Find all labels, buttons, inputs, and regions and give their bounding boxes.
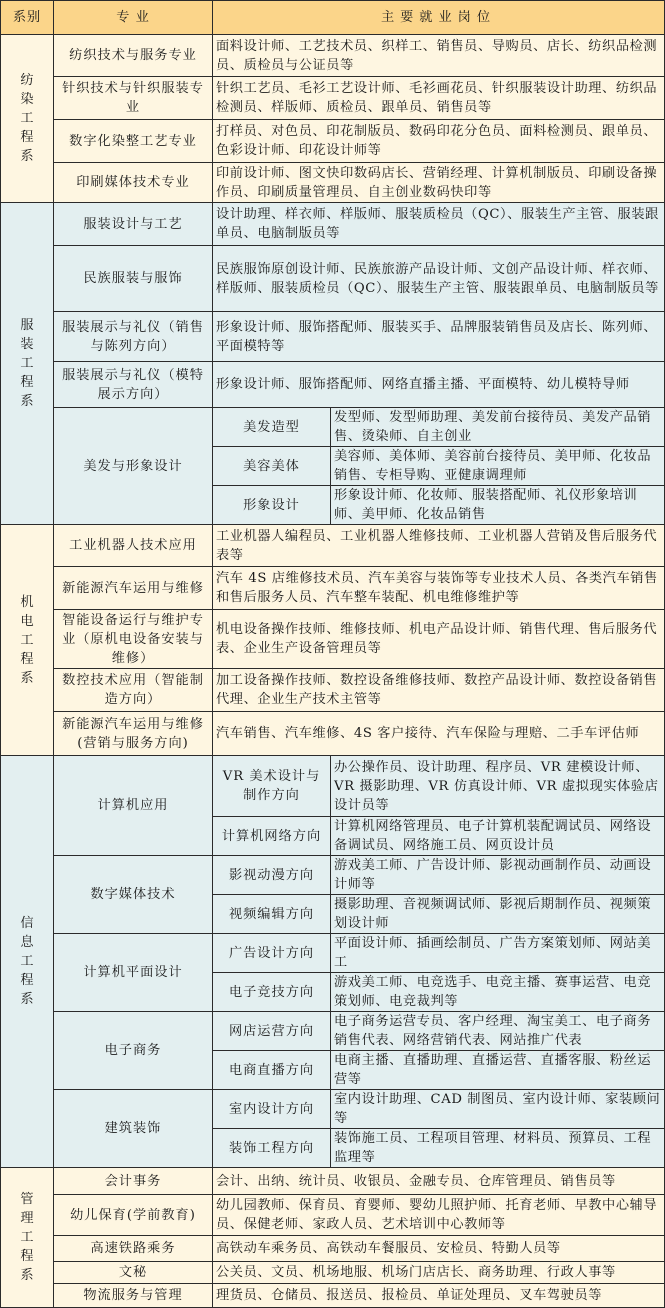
jobs-cell: 形象设计师、化妆师、服装搭配师、礼仪形象培训师、美甲师、化妆品销售 bbox=[331, 486, 665, 525]
major-cell: 纺织技术与服务专业 bbox=[54, 35, 213, 77]
major-cell: 高速铁路乘务 bbox=[54, 1236, 213, 1262]
sub-major-cell: VR 美术设计与制作方向 bbox=[213, 756, 331, 817]
jobs-cell: 装饰施工员、工程项目管理、材料员、预算员、工程监理等 bbox=[331, 1129, 665, 1168]
jobs-cell: 电商主播、直播助理、直播运营、直播客服、粉丝运营等 bbox=[331, 1051, 665, 1090]
dept-cell: 管理工程系 bbox=[1, 1168, 54, 1308]
jobs-cell: 公关员、文员、机场地服、机场门店店长、商务助理、行政人事等 bbox=[213, 1262, 665, 1284]
major-cell: 新能源汽车运用与维修 bbox=[54, 567, 213, 610]
jobs-cell: 形象设计师、服饰搭配师、服装买手、品牌服装销售员及店长、陈列师、平面模特等 bbox=[213, 312, 665, 362]
table-row bbox=[1, 1262, 665, 1284]
major-cell: 针织技术与针织服装专业 bbox=[54, 77, 213, 120]
table-header bbox=[1, 1, 665, 35]
major-cell: 民族服装与服饰 bbox=[54, 246, 213, 312]
sub-major-cell: 计算机网络方向 bbox=[213, 817, 331, 856]
table-row bbox=[1, 312, 665, 362]
major-cell: 物流服务与管理 bbox=[54, 1284, 213, 1308]
table-row bbox=[1, 712, 665, 756]
jobs-cell: 美容师、美体师、美容前台接待员、美甲师、化妆品销售、专柜导购、亚健康调理师 bbox=[331, 447, 665, 486]
table-row bbox=[1, 1090, 665, 1129]
jobs-cell: 汽车 4S 店维修技术员、汽车美容与装饰等专业技术人员、各类汽车销售和售后服务人员、汽车整车装配、机电维修维护等 bbox=[213, 567, 665, 610]
table-row bbox=[1, 756, 665, 817]
table-row bbox=[1, 362, 665, 408]
jobs-cell: 面料设计师、工艺技术员、织样工、销售员、导购员、店长、纺织品检测员、质检员与公证员等 bbox=[213, 35, 665, 77]
sub-major-cell: 形象设计 bbox=[213, 486, 331, 525]
jobs-cell: 印前设计师、图文快印数码店长、营销经理、计算机制版员、印刷设备操作员、印刷质量管理员、自主创业数码快印等 bbox=[213, 163, 665, 203]
sub-major-cell: 影视动漫方向 bbox=[213, 856, 331, 895]
major-cell: 印刷媒体技术专业 bbox=[54, 163, 213, 203]
sub-major-cell: 美容美体 bbox=[213, 447, 331, 486]
major-cell: 会计事务 bbox=[54, 1168, 213, 1195]
sub-major-cell: 室内设计方向 bbox=[213, 1090, 331, 1129]
table-row bbox=[1, 856, 665, 895]
major-cell: 新能源汽车运用与维修(营销与服务方向) bbox=[54, 712, 213, 756]
sub-major-cell: 美发造型 bbox=[213, 408, 331, 447]
major-cell: 数控技术应用（智能制造方向） bbox=[54, 669, 213, 712]
dept-cell: 机电工程系 bbox=[1, 525, 54, 756]
header-dept: 系别 bbox=[1, 1, 54, 35]
table-row bbox=[1, 934, 665, 973]
sub-major-cell: 电子竞技方向 bbox=[213, 973, 331, 1012]
major-cell: 美发与形象设计 bbox=[54, 408, 213, 525]
jobs-cell: 工业机器人编程员、工业机器人维修技师、工业机器人营销及售后服务代表等 bbox=[213, 525, 665, 567]
table-row bbox=[1, 610, 665, 669]
table-row bbox=[1, 669, 665, 712]
jobs-cell: 发型师、发型师助理、美发前台接待员、美发产品销售、烫染师、自主创业 bbox=[331, 408, 665, 447]
jobs-cell: 游戏美工师、电竞选手、电竞主播、赛事运营、电竞策划师、电竞裁判等 bbox=[331, 973, 665, 1012]
major-cell: 服装展示与礼仪（销售与陈列方向） bbox=[54, 312, 213, 362]
sub-major-cell: 电商直播方向 bbox=[213, 1051, 331, 1090]
major-cell: 工业机器人技术应用 bbox=[54, 525, 213, 567]
jobs-cell: 计算机网络管理员、电子计算机装配调试员、网络设备调试员、网络施工员、网页设计员 bbox=[331, 817, 665, 856]
major-cell: 智能设备运行与维护专业（原机电设备安装与维修） bbox=[54, 610, 213, 669]
major-cell: 计算机平面设计 bbox=[54, 934, 213, 1012]
table-row bbox=[1, 525, 665, 567]
table-row bbox=[1, 246, 665, 312]
jobs-cell: 针织工艺员、毛衫工艺设计师、毛衫画花员、针织服装设计助理、纺织品检测员、样版师、质检员、跟单员、销售员等 bbox=[213, 77, 665, 120]
jobs-cell: 民族服饰原创设计师、民族旅游产品设计师、文创产品设计师、样衣师、样版师、服装质检员（QC）、服装生产主管、服装跟单员、电脑制版员等 bbox=[213, 246, 665, 312]
jobs-cell: 会计、出纳、统计员、收银员、金融专员、仓库管理员、销售员等 bbox=[213, 1168, 665, 1195]
sub-major-cell: 装饰工程方向 bbox=[213, 1129, 331, 1168]
major-cell: 数字化染整工艺专业 bbox=[54, 120, 213, 163]
table-row bbox=[1, 1195, 665, 1236]
dept-cell: 信息工程系 bbox=[1, 756, 54, 1168]
table-row bbox=[1, 567, 665, 610]
jobs-cell: 平面设计师、插画绘制员、广告方案策划师、网站美工 bbox=[331, 934, 665, 973]
jobs-cell: 汽车销售、汽车维修、4S 客户接待、汽车保险与理赔、二手车评估师 bbox=[213, 712, 665, 756]
jobs-cell: 幼儿园教师、保育员、育婴师、婴幼儿照护师、托育老师、早教中心辅导员、保健老师、家政人员、艺术培训中心教师等 bbox=[213, 1195, 665, 1236]
table-row bbox=[1, 408, 665, 447]
sub-major-cell: 广告设计方向 bbox=[213, 934, 331, 973]
header-jobs: 主要就业岗位 bbox=[213, 1, 665, 35]
jobs-cell: 摄影助理、音视频调试师、影视后期制作员、视频策划设计师 bbox=[331, 895, 665, 934]
table-row bbox=[1, 35, 665, 77]
major-cell: 服装设计与工艺 bbox=[54, 203, 213, 246]
major-cell: 服装展示与礼仪（模特展示方向） bbox=[54, 362, 213, 408]
sub-major-cell: 网店运营方向 bbox=[213, 1012, 331, 1051]
jobs-cell: 室内设计助理、CAD 制图员、室内设计师、家装顾问等 bbox=[331, 1090, 665, 1129]
major-cell: 电子商务 bbox=[54, 1012, 213, 1090]
jobs-cell: 电子商务运营专员、客户经理、淘宝美工、电子商务销售代表、网络营销代表、网站推广代表 bbox=[331, 1012, 665, 1051]
major-cell: 文秘 bbox=[54, 1262, 213, 1284]
dept-cell: 纺染工程系 bbox=[1, 35, 54, 203]
table-row bbox=[1, 77, 665, 120]
major-cell: 计算机应用 bbox=[54, 756, 213, 856]
table-row bbox=[1, 1012, 665, 1051]
jobs-cell: 办公操作员、设计助理、程序员、VR 建模设计师、VR 摄影助理、VR 仿真设计师、VR 虚拟现实体验店设计员等 bbox=[331, 756, 665, 817]
table-row bbox=[1, 203, 665, 246]
table-row bbox=[1, 120, 665, 163]
jobs-cell: 理货员、仓储员、报送员、报检员、单证处理员、叉车驾驶员等 bbox=[213, 1284, 665, 1308]
major-cell: 数字媒体技术 bbox=[54, 856, 213, 934]
table-row bbox=[1, 163, 665, 203]
jobs-cell: 游戏美工师、广告设计师、影视动画制作员、动画设计师等 bbox=[331, 856, 665, 895]
jobs-cell: 形象设计师、服饰搭配师、网络直播主播、平面模特、幼儿模特导师 bbox=[213, 362, 665, 408]
table-row bbox=[1, 1168, 665, 1195]
jobs-cell: 打样员、对色员、印花制版员、数码印花分色员、面料检测员、跟单员、色彩设计师、印花设计师等 bbox=[213, 120, 665, 163]
sub-major-cell: 视频编辑方向 bbox=[213, 895, 331, 934]
jobs-cell: 设计助理、样衣师、样版师、服装质检员（QC）、服装生产主管、服装跟单员、电脑制版员等 bbox=[213, 203, 665, 246]
header-major: 专 业 bbox=[54, 1, 213, 35]
major-cell: 幼儿保育(学前教育) bbox=[54, 1195, 213, 1236]
jobs-cell: 高铁动车乘务员、高铁动车餐服员、安检员、特勤人员等 bbox=[213, 1236, 665, 1262]
dept-cell: 服装工程系 bbox=[1, 203, 54, 525]
table-row bbox=[1, 1284, 665, 1308]
jobs-cell: 机电设备操作技师、维修技师、机电产品设计师、销售代理、售后服务代表、企业生产设备管理员等 bbox=[213, 610, 665, 669]
major-cell: 建筑装饰 bbox=[54, 1090, 213, 1168]
table-row bbox=[1, 1236, 665, 1262]
jobs-cell: 加工设备操作技师、数控设备维修技师、数控产品设计师、数控设备销售代理、企业生产技术主管等 bbox=[213, 669, 665, 712]
